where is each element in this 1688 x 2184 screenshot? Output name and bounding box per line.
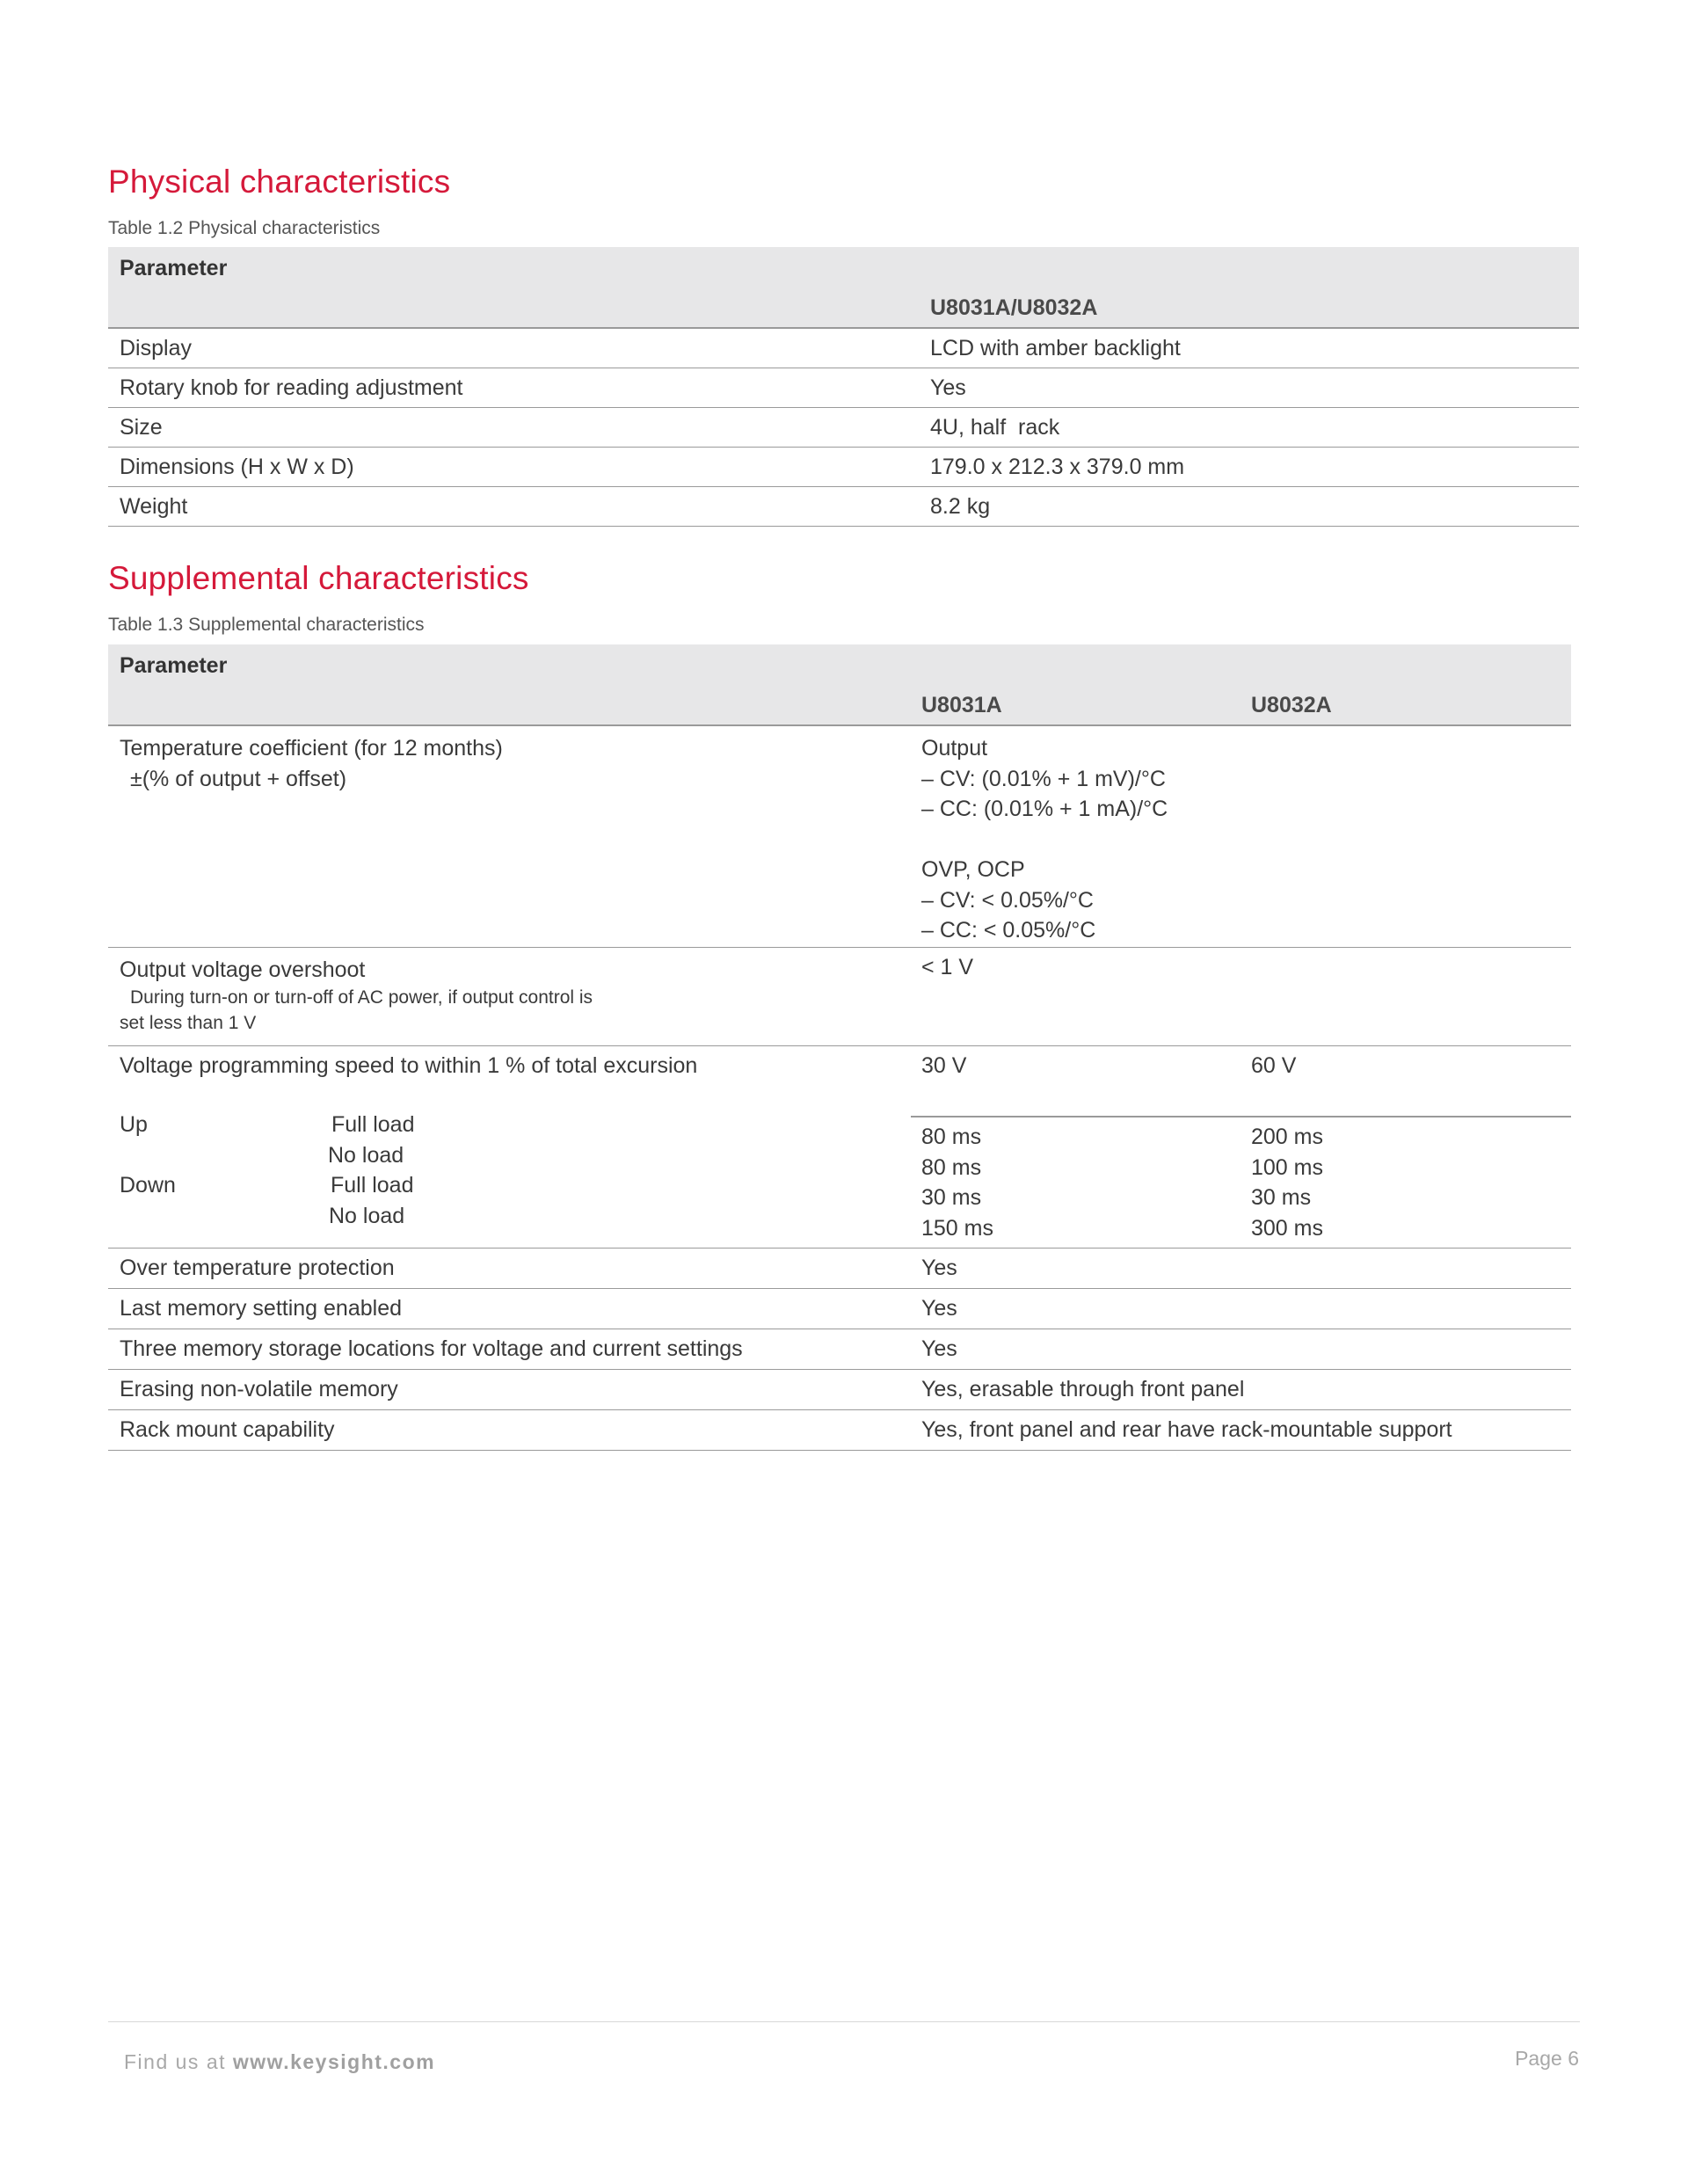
- section-title-physical: Physical characteristics: [108, 164, 451, 200]
- section-title-supplemental: Supplemental characteristics: [108, 560, 529, 596]
- row-value: Yes: [921, 1296, 957, 1321]
- row-param: Three memory storage locations for voltage and current settings: [120, 1336, 743, 1361]
- footer-divider: [108, 2021, 1580, 2022]
- row-value: Yes: [921, 1256, 957, 1280]
- model-b-header: U8032A: [1251, 693, 1332, 717]
- row-param: Dimensions (H x W x D): [120, 455, 354, 479]
- page-number: Page 6: [1515, 2047, 1579, 2070]
- row-param: Rotary knob for reading adjustment: [120, 375, 463, 400]
- load-label: No load: [329, 1204, 405, 1228]
- sub-divider: [911, 1116, 1571, 1117]
- row-value: Yes: [930, 375, 966, 400]
- model-header: U8031A/U8032A: [930, 295, 1098, 320]
- table-row: [108, 1289, 1571, 1329]
- row-param: Voltage programming speed to within 1 % of total excursion: [120, 1053, 698, 1078]
- load-label: Full load: [331, 1112, 415, 1137]
- table-caption-physical: Table 1.2 Physical characteristics: [108, 218, 381, 238]
- speed-b-values: 200 ms 100 ms 30 ms 300 ms: [1251, 1125, 1323, 1241]
- table-header: [108, 247, 1579, 329]
- row-param: Over temperature protection: [120, 1256, 395, 1280]
- row-value: LCD with amber backlight: [930, 336, 1181, 360]
- row-param: Erasing non-volatile memory: [120, 1377, 398, 1401]
- parameter-header: Parameter: [120, 256, 228, 280]
- row-param: Weight: [120, 494, 188, 519]
- model-a-header: U8031A: [921, 693, 1002, 717]
- row-value: Yes, erasable through front panel: [921, 1377, 1245, 1401]
- row-param: Size: [120, 415, 163, 440]
- row-value: Yes: [921, 1336, 957, 1361]
- table-row: [108, 1329, 1571, 1370]
- row-value: 179.0 x 212.3 x 379.0 mm: [930, 455, 1185, 479]
- row-param: Display: [120, 336, 192, 360]
- speed-b-header: 60 V: [1251, 1053, 1297, 1078]
- row-value: < 1 V: [921, 955, 974, 979]
- row-value: Output – CV: (0.01% + 1 mV)/°C – CC: (0.01% + 1 mA)/°C OVP, OCP – CV: < 0.05%/°C – CC: < 0.05%/°C: [921, 736, 1168, 943]
- table-row: [108, 948, 1571, 1046]
- speed-a-header: 30 V: [921, 1053, 967, 1078]
- table-row: [108, 1370, 1571, 1410]
- table-header: [108, 644, 1571, 726]
- table-row: [108, 368, 1579, 408]
- row-value: 8.2 kg: [930, 494, 991, 519]
- table-caption-supplemental: Table 1.3 Supplemental characteristics: [108, 615, 425, 635]
- table-row: [108, 329, 1579, 368]
- physical-table: [108, 247, 1579, 527]
- parameter-header: Parameter: [120, 653, 228, 678]
- table-row: [108, 1249, 1571, 1289]
- table-row: [108, 408, 1579, 448]
- table-row: [108, 1046, 1571, 1249]
- supplemental-table: [108, 644, 1571, 1451]
- row-param: Temperature coefficient (for 12 months) ±(% of output + offset): [120, 736, 503, 791]
- row-param: Output voltage overshoot During turn-on or turn-off of AC power, if output control is set less than 1 V: [120, 957, 593, 1033]
- row-value: Yes, front panel and rear have rack-mountable support: [921, 1417, 1452, 1442]
- table-row: [108, 448, 1579, 487]
- table-row: [108, 487, 1579, 527]
- table-row: [108, 1410, 1571, 1451]
- row-param: Last memory setting enabled: [120, 1296, 403, 1321]
- speed-a-values: 80 ms 80 ms 30 ms 150 ms: [921, 1125, 993, 1241]
- load-label: No load: [328, 1143, 404, 1168]
- row-param: Rack mount capability: [120, 1417, 335, 1442]
- speed-down-label: Down: [120, 1173, 176, 1198]
- footer-prefix: Find us at: [124, 2050, 233, 2073]
- row-value: 4U, half rack: [930, 415, 1060, 440]
- speed-up-label: Up: [120, 1112, 148, 1137]
- load-label: Full load: [331, 1173, 414, 1198]
- table-row: [108, 726, 1571, 948]
- footer-url-link[interactable]: www.keysight.com: [232, 2050, 436, 2073]
- footer-find-us: [124, 2050, 435, 2074]
